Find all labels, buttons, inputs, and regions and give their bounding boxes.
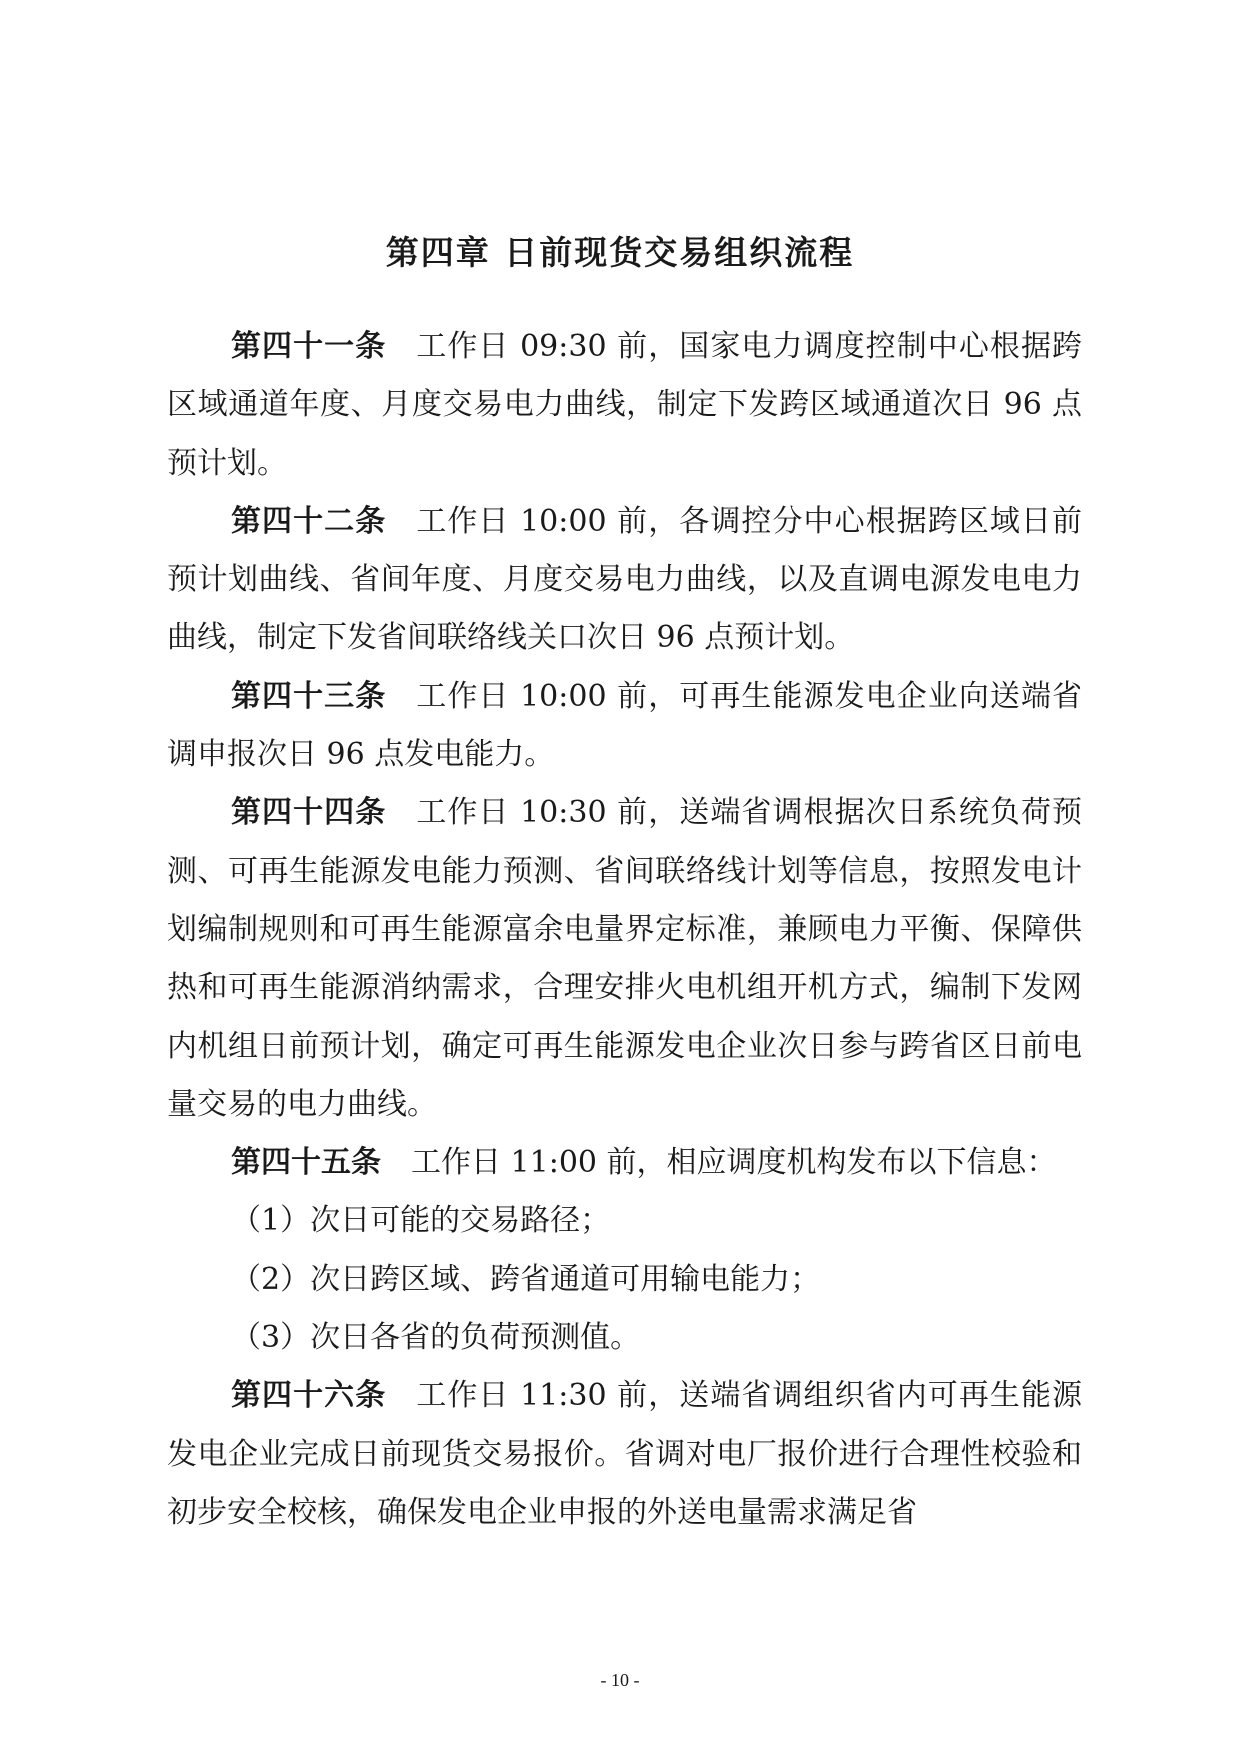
article-text: 工作日 09:30 前，国家电力调度控制中心根据跨区域通道年度、月度交易电力曲线，制定下发跨区域通道次日 96 点预计划。 — [167, 329, 1083, 481]
article-number: 第四十二条 — [231, 503, 387, 539]
article-43 — [167, 668, 1082, 785]
article-46 — [167, 1367, 1082, 1542]
article-number: 第四十四条 — [231, 795, 387, 831]
article-42 — [167, 493, 1082, 668]
list-item: （1）次日可能的交易路径； — [231, 1203, 611, 1239]
document-body — [167, 318, 1082, 1542]
article-text: 工作日 10:00 前，各调控分中心根据跨区域日前预计划曲线、省间年度、月度交易电力曲线，以及直调电源发电电力曲线，制定下发省间联络线关口次日 96 点预计划。 — [167, 503, 1083, 656]
article-text: 工作日 10:00 前，可再生能源发电企业向送端省调申报次日 96 点发电能力。 — [167, 678, 1083, 773]
article-number: 第四十三条 — [231, 678, 387, 714]
article-41 — [167, 318, 1082, 493]
article-number: 第四十一条 — [231, 329, 387, 364]
list-item: （2）次日跨区域、跨省通道可用输电能力； — [231, 1261, 821, 1297]
list-item: （3）次日各省的负荷预测值。 — [231, 1320, 641, 1356]
article-number: 第四十五条 — [231, 1145, 381, 1181]
article-44 — [167, 784, 1082, 1134]
page-number: - 10 - — [600, 1670, 640, 1690]
article-number: 第四十六条 — [231, 1378, 387, 1414]
chapter-title: 第四章 日前现货交易组织流程 — [385, 233, 855, 272]
article-text: 工作日 11:00 前，相应调度机构发布以下信息： — [411, 1145, 1057, 1181]
article-text: 工作日 11:30 前，送端省调组织省内可再生能源发电企业完成日前现货交易报价。省调对电厂报价进行合理性校验和初步安全校核，确保发电企业申报的外送电量需求满足省 — [167, 1378, 1083, 1530]
article-text: 工作日 10:30 前，送端省调根据次日系统负荷预测、可再生能源发电能力预测、省间联络线计划等信息，按照发电计划编制规则和可再生能源富余电量界定标准，兼顾电力平衡、保障供热和可再生能源消纳需求，合理安排火电机组开机方式，编制下发网内机组日前预计划，确定可再生能源发电企业次日参与跨省区日前电量交易的电力曲线。 — [167, 795, 1083, 1122]
article-45 — [167, 1134, 1082, 1192]
